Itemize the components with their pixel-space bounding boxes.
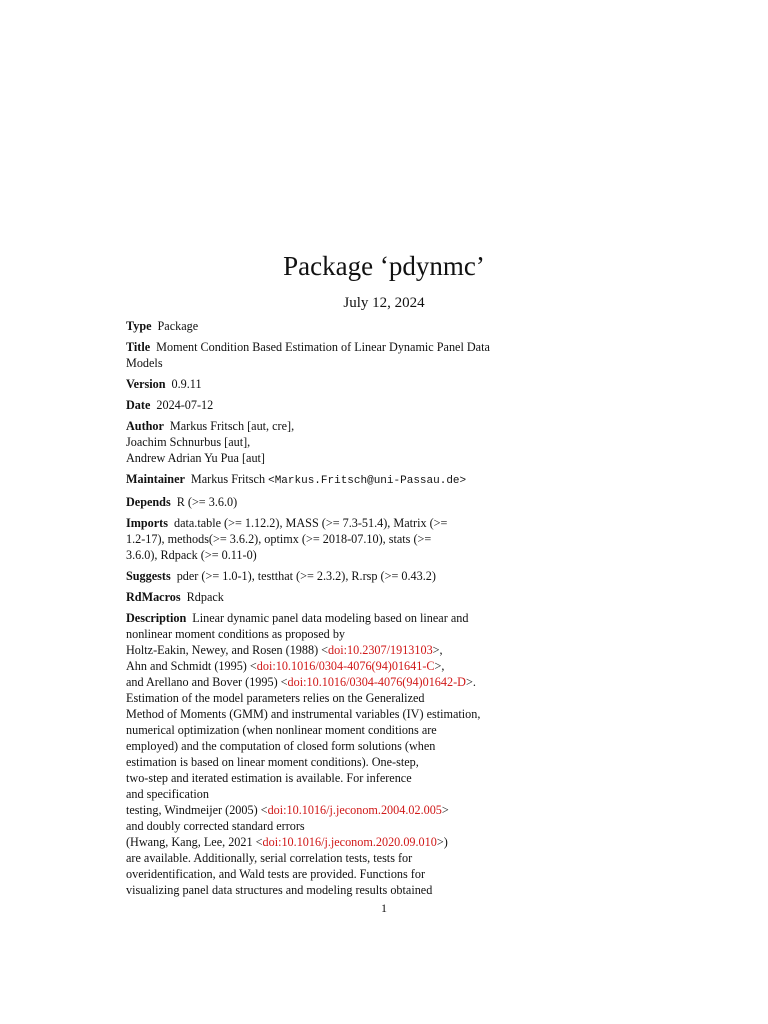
field-rdmacros: [126, 589, 536, 605]
doi-link[interactable]: doi:10.1016/j.jeconom.2020.09.010: [262, 835, 437, 849]
description-line: [126, 658, 536, 674]
field-key: Title: [126, 340, 151, 354]
citation-text: >.: [465, 675, 476, 689]
field-version: [126, 376, 536, 392]
field-value: Joachim Schnurbus [aut],: [126, 435, 251, 449]
field-key: Author: [126, 419, 164, 433]
package-title: Package ‘pdynmc’: [283, 251, 485, 281]
doi-link[interactable]: doi:10.1016/0304-4076(94)01641-C: [256, 659, 435, 673]
description-line: employed) and the computation of closed form solutions (when: [126, 739, 436, 753]
citation-text: and Arellano and Bover (1995) <: [126, 675, 288, 689]
field-value: R (>= 3.6.0): [176, 495, 238, 509]
description-line: numerical optimization (when nonlinear moment conditions are: [126, 723, 437, 737]
citation-text: >,: [432, 643, 443, 657]
doi-link[interactable]: doi:10.2307/1913103: [328, 643, 433, 657]
field-value: 1.2-17), methods(>= 3.6.2), optimx (>= 2018-07.10), stats (>=: [126, 532, 432, 546]
citation-text: >: [441, 803, 449, 817]
description-line: [126, 834, 536, 850]
description-line: and specification: [126, 787, 209, 801]
field-value: Moment Condition Based Estimation of Linear Dynamic Panel Data: [156, 340, 490, 354]
description-line: two-step and iterated estimation is available. For inference: [126, 771, 412, 785]
field-value: Andrew Adrian Yu Pua [aut]: [126, 451, 265, 465]
description-line: [126, 642, 536, 658]
field-value: Markus Fritsch [aut, cre],: [169, 419, 295, 433]
description-line: Estimation of the model parameters relies on the Generalized: [126, 691, 425, 705]
field-value: 0.9.11: [171, 377, 202, 391]
description-line: nonlinear moment conditions as proposed by: [126, 627, 346, 641]
citation-text: >,: [434, 659, 445, 673]
field-key: Description: [126, 611, 187, 625]
field-key: Date: [126, 398, 151, 412]
field-key: Type: [126, 319, 152, 333]
field-depends: [126, 494, 536, 510]
field-suggests: [126, 568, 536, 584]
description-line: Linear dynamic panel data modeling based on linear and: [192, 611, 469, 625]
field-description: [126, 610, 536, 898]
field-maintainer: [126, 471, 536, 489]
field-key: Version: [126, 377, 166, 391]
field-value: Models: [126, 356, 163, 370]
description-line: overidentification, and Wald tests are provided. Functions for: [126, 867, 426, 881]
description-line: Method of Moments (GMM) and instrumental variables (IV) estimation,: [126, 707, 481, 721]
field-value: data.table (>= 1.12.2), MASS (>= 7.3-51.4), Matrix (>=: [173, 516, 448, 530]
field-title: [126, 339, 536, 371]
description-line: visualizing panel data structures and modeling results obtained: [126, 883, 433, 897]
citation-text: >): [436, 835, 448, 849]
field-key: Suggests: [126, 569, 171, 583]
field-value: Rdpack: [186, 590, 224, 604]
field-value: 2024-07-12: [156, 398, 214, 412]
citation-text: testing, Windmeijer (2005) <: [126, 803, 268, 817]
description-line: [126, 674, 536, 690]
package-date: July 12, 2024: [343, 295, 425, 311]
doi-link[interactable]: doi:10.1016/j.jeconom.2004.02.005: [267, 803, 442, 817]
doi-link[interactable]: doi:10.1016/0304-4076(94)01642-D: [287, 675, 466, 689]
field-key: Imports: [126, 516, 168, 530]
field-value: pder (>= 1.0-1), testthat (>= 2.3.2), R.rsp (>= 0.43.2): [176, 569, 436, 583]
page-number: 1: [381, 901, 387, 915]
maintainer-email: <Markus.Fritsch@uni-Passau.de>: [268, 475, 467, 487]
description-line: [126, 802, 536, 818]
field-type: [126, 318, 536, 334]
description-line: and doubly corrected standard errors: [126, 819, 305, 833]
citation-text: (Hwang, Kang, Lee, 2021 <: [126, 835, 263, 849]
field-key: RdMacros: [126, 590, 181, 604]
field-key: Depends: [126, 495, 171, 509]
field-key: Maintainer: [126, 472, 185, 486]
description-line: estimation is based on linear moment conditions). One-step,: [126, 755, 419, 769]
field-value: Package: [157, 319, 199, 333]
description-fields: [126, 318, 536, 903]
field-author: [126, 418, 536, 466]
maintainer-name: Markus Fritsch: [190, 472, 266, 486]
description-line: are available. Additionally, serial correlation tests, tests for: [126, 851, 413, 865]
field-date: [126, 397, 536, 413]
citation-text: Ahn and Schmidt (1995) <: [126, 659, 257, 673]
field-value: 3.6.0), Rdpack (>= 0.11-0): [126, 548, 257, 562]
citation-text: Holtz-Eakin, Newey, and Rosen (1988) <: [126, 643, 329, 657]
field-imports: [126, 515, 536, 563]
